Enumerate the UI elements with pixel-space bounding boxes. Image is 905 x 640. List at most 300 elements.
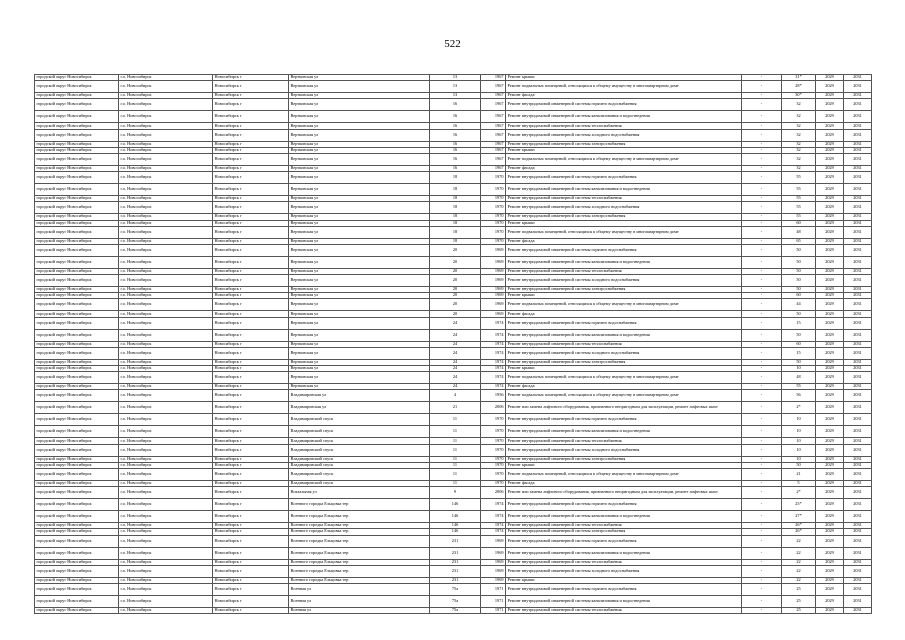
street-cell: Военного городка Ельцовка тер — [289, 529, 430, 535]
cost-cell: - — [742, 238, 782, 244]
cost-cell: - — [742, 523, 782, 529]
year-start-cell: 2029 — [816, 529, 844, 535]
district-cell: г.о. Новосибирск — [119, 535, 213, 547]
house-number-cell: 231 — [430, 559, 481, 565]
street-cell: Военного городка Ельцовка тер — [289, 565, 430, 577]
table-row — [35, 99, 872, 111]
street-cell: Вертковская ул — [289, 214, 430, 220]
year-end-cell: 2031 — [844, 329, 872, 341]
house-number-cell: 11 — [430, 438, 481, 444]
plan-value-cell: 22 — [782, 547, 816, 559]
cost-cell: - — [742, 462, 782, 468]
build-year-cell: 1967 — [481, 75, 506, 81]
year-end-cell: 2031 — [844, 523, 872, 529]
work-type-cell: Ремонт внутридомовой инженерной системы горячего водоснабжения — [506, 499, 742, 511]
year-start-cell: 2029 — [816, 123, 844, 129]
build-year-cell: 1969 — [481, 299, 506, 311]
work-type-cell: Ремонт внутридомовой инженерной системы канализования и водоотведения — [506, 329, 742, 341]
house-number-cell: 24 — [430, 347, 481, 359]
build-year-cell: 1967 — [481, 99, 506, 111]
build-year-cell: 1970 — [481, 480, 506, 486]
city-cell: Новосибирск г — [213, 438, 289, 444]
city-cell: Новосибирск г — [213, 607, 289, 613]
plan-value-cell: 50 — [782, 268, 816, 274]
year-end-cell: 2031 — [844, 184, 872, 196]
street-cell: Военного городка Ельцовка тер — [289, 511, 430, 523]
cost-cell: - — [742, 311, 782, 317]
cost-cell: - — [742, 595, 782, 607]
year-end-cell: 2031 — [844, 256, 872, 268]
house-number-cell: 16 — [430, 147, 481, 153]
year-end-cell: 2031 — [844, 529, 872, 535]
street-cell: Военного городка Ельцовка тер — [289, 523, 430, 529]
district-cell: г.о. Новосибирск — [119, 238, 213, 244]
year-end-cell: 2031 — [844, 366, 872, 372]
municipality-cell: городской округ Новосибирск — [35, 384, 119, 390]
year-start-cell: 2029 — [816, 468, 844, 480]
street-cell: Владимировская ул — [289, 402, 430, 414]
city-cell: Новосибирск г — [213, 81, 289, 93]
municipality-cell: городской округ Новосибирск — [35, 165, 119, 171]
build-year-cell: 1974 — [481, 359, 506, 365]
district-cell: г.о. Новосибирск — [119, 384, 213, 390]
year-end-cell: 2031 — [844, 129, 872, 141]
municipality-cell: городской округ Новосибирск — [35, 499, 119, 511]
district-cell: г.о. Новосибирск — [119, 99, 213, 111]
year-end-cell: 2031 — [844, 123, 872, 129]
city-cell: Новосибирск г — [213, 329, 289, 341]
cost-cell: - — [742, 172, 782, 184]
district-cell: г.о. Новосибирск — [119, 123, 213, 129]
work-type-cell: Ремонт внутридомовой инженерной системы горячего водоснабжения — [506, 99, 742, 111]
work-type-cell: Ремонт внутридомовой инженерной системы теплоснабжения — [506, 268, 742, 274]
house-number-cell: 231 — [430, 547, 481, 559]
year-start-cell: 2029 — [816, 129, 844, 141]
street-cell: Военного городка Ельцовка тер — [289, 547, 430, 559]
street-cell: Вертковская ул — [289, 268, 430, 274]
year-start-cell: 2029 — [816, 414, 844, 426]
municipality-cell: городской округ Новосибирск — [35, 607, 119, 613]
year-end-cell: 2031 — [844, 220, 872, 226]
street-cell: Вертковская ул — [289, 347, 430, 359]
municipality-cell: городской округ Новосибирск — [35, 535, 119, 547]
district-cell: г.о. Новосибирск — [119, 366, 213, 372]
cost-cell: - — [742, 93, 782, 99]
city-cell: Новосибирск г — [213, 341, 289, 347]
cost-cell: - — [742, 529, 782, 535]
plan-value-cell: 50 — [782, 244, 816, 256]
year-start-cell: 2029 — [816, 426, 844, 438]
municipality-cell: городской округ Новосибирск — [35, 366, 119, 372]
work-type-cell: Ремонт крыши — [506, 220, 742, 226]
street-cell: Военного городка Ельцовка тер — [289, 559, 430, 565]
house-number-cell: 231 — [430, 535, 481, 547]
year-end-cell: 2031 — [844, 268, 872, 274]
cost-cell: - — [742, 111, 782, 123]
year-end-cell: 2031 — [844, 444, 872, 456]
build-year-cell: 1970 — [481, 238, 506, 244]
cost-cell: - — [742, 402, 782, 414]
street-cell: Военного городка Ельцовка тер — [289, 499, 430, 511]
year-end-cell: 2031 — [844, 287, 872, 293]
municipality-cell: городской округ Новосибирск — [35, 456, 119, 462]
municipality-cell: городской округ Новосибирск — [35, 238, 119, 244]
year-start-cell: 2029 — [816, 444, 844, 456]
plan-value-cell: 50 — [782, 311, 816, 317]
plan-value-cell: 22 — [782, 565, 816, 577]
build-year-cell: 1970 — [481, 226, 506, 238]
house-number-cell: 11 — [430, 444, 481, 456]
street-cell: Вертковская ул — [289, 153, 430, 165]
work-type-cell: Ремонт крыши — [506, 462, 742, 468]
work-type-cell: Ремонт крыши — [506, 75, 742, 81]
year-start-cell: 2029 — [816, 565, 844, 577]
cost-cell: - — [742, 366, 782, 372]
plan-value-cell: 2* — [782, 487, 816, 499]
work-type-cell: Ремонт внутридомовой инженерной системы канализования и водоотведения — [506, 111, 742, 123]
district-cell: г.о. Новосибирск — [119, 226, 213, 238]
work-type-cell: Ремонт или замена лифтового оборудования, признанного непригодным для эксплуатации, ремонт лифтовых шахт — [506, 487, 742, 499]
district-cell: г.о. Новосибирск — [119, 202, 213, 214]
plan-value-cell: 22 — [782, 559, 816, 565]
house-number-cell: 21 — [430, 402, 481, 414]
municipality-cell: городской округ Новосибирск — [35, 390, 119, 402]
district-cell: г.о. Новосибирск — [119, 529, 213, 535]
street-cell: Вертковская ул — [289, 372, 430, 384]
work-type-cell: Ремонт внутридомовой инженерной системы теплоснабжения — [506, 559, 742, 565]
house-number-cell: 146 — [430, 511, 481, 523]
year-end-cell: 2031 — [844, 577, 872, 583]
district-cell: г.о. Новосибирск — [119, 141, 213, 147]
street-cell: Владимировский спуск — [289, 462, 430, 468]
table-row — [35, 414, 872, 426]
cost-cell: - — [742, 487, 782, 499]
year-end-cell: 2031 — [844, 293, 872, 299]
house-number-cell: 16 — [430, 141, 481, 147]
year-start-cell: 2029 — [816, 75, 844, 81]
plan-value-cell: 50 — [782, 287, 816, 293]
district-cell: г.о. Новосибирск — [119, 359, 213, 365]
work-type-cell: Ремонт подвальных помещений, относящихся к общему имуществу в многоквартирном доме — [506, 81, 742, 93]
plan-value-cell: 30* — [782, 93, 816, 99]
city-cell: Новосибирск г — [213, 347, 289, 359]
work-type-cell: Ремонт внутридомовой инженерной системы холодного водоснабжения — [506, 565, 742, 577]
municipality-cell: городской округ Новосибирск — [35, 275, 119, 287]
year-end-cell: 2031 — [844, 317, 872, 329]
city-cell: Новосибирск г — [213, 287, 289, 293]
table-row — [35, 226, 872, 238]
table-row — [35, 347, 872, 359]
build-year-cell: 1967 — [481, 93, 506, 99]
house-number-cell: 18 — [430, 184, 481, 196]
year-start-cell: 2029 — [816, 402, 844, 414]
year-end-cell: 2031 — [844, 172, 872, 184]
municipality-cell: городской округ Новосибирск — [35, 220, 119, 226]
year-end-cell: 2031 — [844, 99, 872, 111]
work-type-cell: Ремонт внутридомовой инженерной системы теплоснабжения — [506, 523, 742, 529]
municipality-cell: городской округ Новосибирск — [35, 444, 119, 456]
plan-value-cell: 55 — [782, 384, 816, 390]
build-year-cell: 1974 — [481, 372, 506, 384]
cost-cell: - — [742, 468, 782, 480]
table-row — [35, 81, 872, 93]
house-number-cell: 16 — [430, 99, 481, 111]
street-cell: Вертковская ул — [289, 329, 430, 341]
cost-cell: - — [742, 535, 782, 547]
district-cell: г.о. Новосибирск — [119, 438, 213, 444]
municipality-cell: городской округ Новосибирск — [35, 287, 119, 293]
plan-value-cell: 22 — [782, 535, 816, 547]
year-start-cell: 2029 — [816, 487, 844, 499]
cost-cell: - — [742, 559, 782, 565]
cost-cell: - — [742, 341, 782, 347]
house-number-cell: 231 — [430, 565, 481, 577]
municipality-cell: городской округ Новосибирск — [35, 565, 119, 577]
street-cell: Владимировский спуск — [289, 456, 430, 462]
table-row — [35, 487, 872, 499]
year-end-cell: 2031 — [844, 238, 872, 244]
district-cell: г.о. Новосибирск — [119, 256, 213, 268]
house-number-cell: 18 — [430, 202, 481, 214]
work-type-cell: Ремонт внутридомовой инженерной системы горячего водоснабжения — [506, 535, 742, 547]
district-cell: г.о. Новосибирск — [119, 444, 213, 456]
year-end-cell: 2031 — [844, 341, 872, 347]
city-cell: Новосибирск г — [213, 577, 289, 583]
cost-cell: - — [742, 244, 782, 256]
street-cell: Вертковская ул — [289, 184, 430, 196]
house-number-cell: 18 — [430, 238, 481, 244]
build-year-cell: 1971 — [481, 595, 506, 607]
work-type-cell: Ремонт внутридомовой инженерной системы холодного водоснабжения — [506, 129, 742, 141]
municipality-cell: городской округ Новосибирск — [35, 196, 119, 202]
district-cell: г.о. Новосибирск — [119, 577, 213, 583]
table-row — [35, 244, 872, 256]
work-type-cell: Ремонт подвальных помещений, относящихся к общему имуществу в многоквартирном доме — [506, 468, 742, 480]
plan-value-cell: 48 — [782, 372, 816, 384]
build-year-cell: 1974 — [481, 329, 506, 341]
year-start-cell: 2029 — [816, 275, 844, 287]
house-number-cell: 231 — [430, 577, 481, 583]
plan-value-cell: 15 — [782, 347, 816, 359]
house-number-cell: 11 — [430, 462, 481, 468]
table-row — [35, 129, 872, 141]
build-year-cell: 1971 — [481, 583, 506, 595]
year-end-cell: 2031 — [844, 547, 872, 559]
year-end-cell: 2031 — [844, 480, 872, 486]
year-start-cell: 2029 — [816, 287, 844, 293]
plan-value-cell: 10 — [782, 456, 816, 462]
year-end-cell: 2031 — [844, 456, 872, 462]
city-cell: Новосибирск г — [213, 196, 289, 202]
year-start-cell: 2029 — [816, 372, 844, 384]
table-row — [35, 153, 872, 165]
city-cell: Новосибирск г — [213, 111, 289, 123]
plan-value-cell: 50 — [782, 359, 816, 365]
build-year-cell: 1970 — [481, 196, 506, 202]
table-row — [35, 565, 872, 577]
work-type-cell: Ремонт фасада — [506, 238, 742, 244]
build-year-cell: 1974 — [481, 511, 506, 523]
year-start-cell: 2029 — [816, 480, 844, 486]
plan-value-cell: 32 — [782, 111, 816, 123]
city-cell: Новосибирск г — [213, 444, 289, 456]
build-year-cell: 1967 — [481, 123, 506, 129]
plan-value-cell: 55 — [782, 214, 816, 220]
district-cell: г.о. Новосибирск — [119, 347, 213, 359]
plan-value-cell: 10 — [782, 414, 816, 426]
district-cell: г.о. Новосибирск — [119, 487, 213, 499]
work-type-cell: Ремонт крыши — [506, 293, 742, 299]
cost-cell: - — [742, 268, 782, 274]
house-number-cell: 20 — [430, 299, 481, 311]
build-year-cell: 1970 — [481, 438, 506, 444]
build-year-cell: 1967 — [481, 129, 506, 141]
build-year-cell: 1969 — [481, 559, 506, 565]
city-cell: Новосибирск г — [213, 456, 289, 462]
work-type-cell: Ремонт внутридомовой инженерной системы холодного водоснабжения — [506, 347, 742, 359]
year-end-cell: 2031 — [844, 275, 872, 287]
table-row — [35, 583, 872, 595]
district-cell: г.о. Новосибирск — [119, 426, 213, 438]
cost-cell: - — [742, 372, 782, 384]
work-type-cell: Ремонт внутридомовой инженерной системы электроснабжения — [506, 529, 742, 535]
build-year-cell: 1967 — [481, 111, 506, 123]
municipality-cell: городской округ Новосибирск — [35, 99, 119, 111]
year-end-cell: 2031 — [844, 487, 872, 499]
plan-value-cell: 60 — [782, 293, 816, 299]
house-number-cell: 75а — [430, 595, 481, 607]
city-cell: Новосибирск г — [213, 511, 289, 523]
city-cell: Новосибирск г — [213, 238, 289, 244]
city-cell: Новосибирск г — [213, 153, 289, 165]
work-type-cell: Ремонт подвальных помещений, относящихся к общему имуществу в многоквартирном доме — [506, 299, 742, 311]
plan-value-cell: 10 — [782, 366, 816, 372]
build-year-cell: 1967 — [481, 147, 506, 153]
district-cell: г.о. Новосибирск — [119, 607, 213, 613]
city-cell: Новосибирск г — [213, 99, 289, 111]
year-start-cell: 2029 — [816, 462, 844, 468]
city-cell: Новосибирск г — [213, 462, 289, 468]
city-cell: Новосибирск г — [213, 414, 289, 426]
municipality-cell: городской округ Новосибирск — [35, 480, 119, 486]
cost-cell: - — [742, 499, 782, 511]
table-row — [35, 172, 872, 184]
cost-cell: - — [742, 444, 782, 456]
house-number-cell: 146 — [430, 529, 481, 535]
year-start-cell: 2029 — [816, 359, 844, 365]
house-number-cell: 24 — [430, 384, 481, 390]
year-start-cell: 2029 — [816, 499, 844, 511]
district-cell: г.о. Новосибирск — [119, 75, 213, 81]
year-start-cell: 2029 — [816, 547, 844, 559]
cost-cell: - — [742, 214, 782, 220]
street-cell: Вертковская ул — [289, 244, 430, 256]
year-start-cell: 2029 — [816, 366, 844, 372]
year-start-cell: 2029 — [816, 244, 844, 256]
house-number-cell: 24 — [430, 366, 481, 372]
street-cell: Вертковская ул — [289, 311, 430, 317]
district-cell: г.о. Новосибирск — [119, 268, 213, 274]
table-row — [35, 256, 872, 268]
work-type-cell: Ремонт внутридомовой инженерной системы теплоснабжения — [506, 196, 742, 202]
work-type-cell: Ремонт внутридомовой инженерной системы горячего водоснабжения — [506, 172, 742, 184]
year-end-cell: 2031 — [844, 414, 872, 426]
work-type-cell: Ремонт подвальных помещений, относящихся к общему имуществу в многоквартирном доме — [506, 390, 742, 402]
plan-value-cell: 26* — [782, 529, 816, 535]
plan-value-cell: 32 — [782, 165, 816, 171]
year-end-cell: 2031 — [844, 402, 872, 414]
plan-value-cell: 25 — [782, 583, 816, 595]
work-type-cell: Ремонт внутридомовой инженерной системы канализования и водоотведения — [506, 426, 742, 438]
district-cell: г.о. Новосибирск — [119, 511, 213, 523]
year-start-cell: 2029 — [816, 153, 844, 165]
city-cell: Новосибирск г — [213, 147, 289, 153]
build-year-cell: 1970 — [481, 444, 506, 456]
district-cell: г.о. Новосибирск — [119, 196, 213, 202]
plan-value-cell: 10 — [782, 426, 816, 438]
year-start-cell: 2029 — [816, 184, 844, 196]
year-end-cell: 2031 — [844, 565, 872, 577]
work-type-cell: Ремонт крыши — [506, 577, 742, 583]
year-start-cell: 2029 — [816, 390, 844, 402]
city-cell: Новосибирск г — [213, 372, 289, 384]
municipality-cell: городской округ Новосибирск — [35, 129, 119, 141]
plan-value-cell: 56 — [782, 390, 816, 402]
table-row — [35, 499, 872, 511]
district-cell: г.о. Новосибирск — [119, 220, 213, 226]
city-cell: Новосибирск г — [213, 390, 289, 402]
build-year-cell: 2006 — [481, 402, 506, 414]
street-cell: Вертковская ул — [289, 359, 430, 365]
cost-cell: - — [742, 293, 782, 299]
city-cell: Новосибирск г — [213, 256, 289, 268]
build-year-cell: 1969 — [481, 268, 506, 274]
year-start-cell: 2029 — [816, 172, 844, 184]
build-year-cell: 1970 — [481, 214, 506, 220]
year-start-cell: 2029 — [816, 456, 844, 462]
municipality-cell: городской округ Новосибирск — [35, 147, 119, 153]
street-cell: Вертковская ул — [289, 317, 430, 329]
plan-value-cell: 31* — [782, 75, 816, 81]
year-end-cell: 2031 — [844, 559, 872, 565]
house-number-cell: 20 — [430, 268, 481, 274]
build-year-cell: 1970 — [481, 220, 506, 226]
house-number-cell: 16 — [430, 129, 481, 141]
house-number-cell: 146 — [430, 523, 481, 529]
district-cell: г.о. Новосибирск — [119, 287, 213, 293]
city-cell: Новосибирск г — [213, 480, 289, 486]
work-type-cell: Ремонт крыши — [506, 366, 742, 372]
district-cell: г.о. Новосибирск — [119, 129, 213, 141]
municipality-cell: городской округ Новосибирск — [35, 93, 119, 99]
year-end-cell: 2031 — [844, 153, 872, 165]
city-cell: Новосибирск г — [213, 220, 289, 226]
cost-cell: - — [742, 480, 782, 486]
city-cell: Новосибирск г — [213, 75, 289, 81]
house-number-cell: 24 — [430, 359, 481, 365]
year-end-cell: 2031 — [844, 214, 872, 220]
house-number-cell: 4 — [430, 390, 481, 402]
cost-cell: - — [742, 511, 782, 523]
house-number-cell: 24 — [430, 329, 481, 341]
plan-value-cell: 32 — [782, 99, 816, 111]
plan-value-cell: 26* — [782, 523, 816, 529]
work-type-cell: Ремонт внутридомовой инженерной системы электроснабжения — [506, 359, 742, 365]
cost-cell: - — [742, 317, 782, 329]
house-number-cell: 11 — [430, 456, 481, 462]
municipality-cell: городской округ Новосибирск — [35, 153, 119, 165]
build-year-cell: 1970 — [481, 462, 506, 468]
